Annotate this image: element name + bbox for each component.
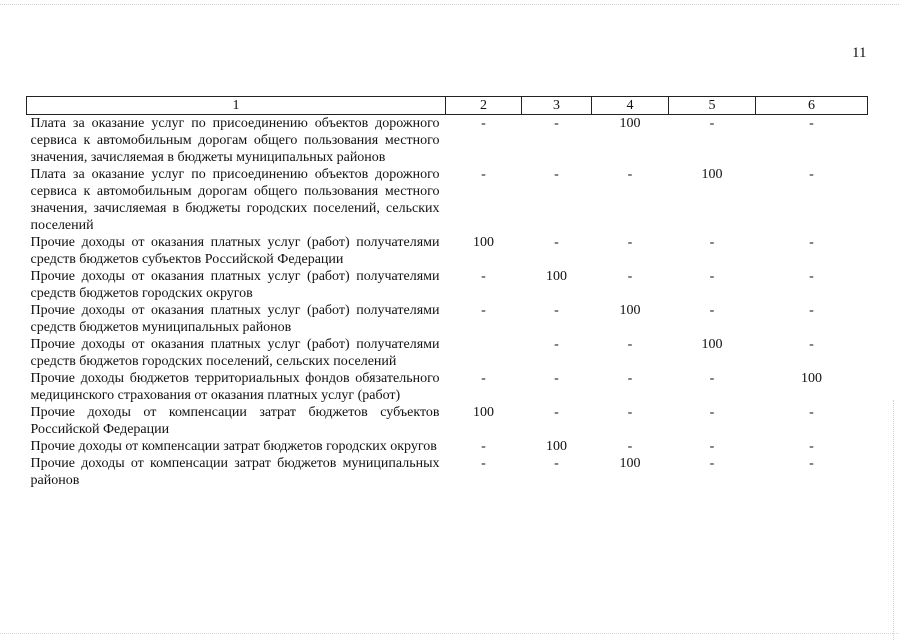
row-description: Прочие доходы бюджетов территориальных фондов обязательного медицинского страхования от оказания платных услуг (работ) [30, 371, 440, 403]
row-value-col-3: - [554, 337, 559, 352]
scan-top-edge [0, 0, 899, 5]
row-value-col-3: - [554, 116, 559, 131]
row-value-col-4: - [627, 439, 633, 454]
row-value-col-2: - [481, 439, 486, 454]
row-value-col-6: - [809, 167, 814, 182]
row-value-col-2: - [481, 167, 486, 182]
row-value-col-5: 100 [701, 167, 723, 182]
table-row [27, 268, 868, 302]
row-value-col-5: - [709, 269, 715, 284]
row-value-col-4: - [627, 167, 633, 182]
row-value-col-3: - [554, 371, 559, 386]
row-value-col-6: - [809, 456, 814, 471]
table-row [27, 302, 868, 336]
table-row [27, 336, 868, 370]
row-description: Плата за оказание услуг по присоединению объектов дорожного сервиса к автомобильным дорогам общего пользования местного значения, зачисляемая в бюджеты городских поселений, сельских поселений [30, 167, 440, 233]
row-value-col-6: - [809, 405, 814, 420]
row-value-col-3: - [554, 167, 559, 182]
row-value-col-5: - [709, 456, 715, 471]
header-cell-5: 5 [669, 97, 756, 115]
table-row [27, 234, 868, 268]
header-cell-4: 4 [592, 97, 669, 115]
row-value-col-6: - [809, 116, 814, 131]
row-value-col-2: 100 [473, 405, 494, 420]
row-value-col-4: - [627, 235, 633, 250]
row-value-col-4: 100 [619, 456, 641, 471]
row-value-col-6: 100 [801, 371, 822, 386]
table-row [27, 455, 868, 489]
row-value-col-2: - [481, 456, 486, 471]
row-value-col-6: - [809, 439, 814, 454]
row-value-col-5: - [709, 371, 715, 386]
row-value-col-2: - [481, 371, 486, 386]
table-header [27, 97, 868, 115]
row-value-col-2 [446, 336, 522, 370]
row-value-col-3: 100 [546, 439, 567, 454]
page-number: 11 [852, 45, 867, 61]
table-row [27, 370, 868, 404]
row-value-col-4: - [627, 405, 633, 420]
row-value-col-6: - [809, 269, 814, 284]
table-row [27, 438, 868, 455]
row-description: Прочие доходы от компенсации затрат бюджетов городских округов [30, 439, 437, 454]
table-row [27, 115, 868, 167]
row-value-col-4: - [627, 269, 633, 284]
row-value-col-5: - [709, 235, 715, 250]
header-cell-2: 2 [446, 97, 522, 115]
header-row [27, 97, 868, 115]
row-value-col-2: - [481, 116, 486, 131]
row-value-col-5: - [709, 405, 715, 420]
row-description: Прочие доходы от компенсации затрат бюджетов субъектов Российской Федерации [30, 405, 440, 437]
row-value-col-2: - [481, 303, 486, 318]
budget-revenue-table [26, 96, 868, 489]
row-value-col-5: - [709, 439, 715, 454]
row-value-col-4: 100 [619, 303, 641, 318]
row-value-col-3: - [554, 405, 559, 420]
row-value-col-5: 100 [701, 337, 723, 352]
row-description: Прочие доходы от оказания платных услуг (работ) получателями средств бюджетов субъектов Российской Федерации [30, 235, 440, 267]
row-value-col-3: - [554, 235, 559, 250]
header-cell-1: 1 [27, 97, 446, 115]
row-description: Прочие доходы от компенсации затрат бюджетов муниципальных районов [30, 456, 440, 488]
row-value-col-4: - [627, 337, 633, 352]
row-value-col-5: - [709, 116, 715, 131]
row-value-col-4: - [627, 371, 633, 386]
row-value-col-3: 100 [546, 269, 567, 284]
scan-bottom-edge [0, 632, 899, 634]
row-value-col-6: - [809, 337, 814, 352]
row-value-col-4: 100 [619, 116, 641, 131]
row-description: Прочие доходы от оказания платных услуг (работ) получателями средств бюджетов городских округов [30, 269, 440, 301]
row-value-col-2: - [481, 269, 486, 284]
header-cell-6: 6 [756, 97, 868, 115]
table-row [27, 166, 868, 234]
row-value-col-6: - [809, 235, 814, 250]
row-value-col-6: - [809, 303, 814, 318]
row-value-col-5: - [709, 303, 715, 318]
table-body [27, 115, 868, 490]
table-row [27, 404, 868, 438]
row-value-col-3: - [554, 456, 559, 471]
row-description: Прочие доходы от оказания платных услуг (работ) получателями средств бюджетов муниципальных районов [30, 303, 440, 335]
row-value-col-2: 100 [473, 235, 494, 250]
row-value-col-3: - [554, 303, 559, 318]
row-description: Прочие доходы от оказания платных услуг (работ) получателями средств бюджетов городских поселений, сельских поселений [30, 337, 440, 369]
row-description: Плата за оказание услуг по присоединению объектов дорожного сервиса к автомобильным дорогам общего пользования местного значения, зачисляемая в бюджеты муниципальных районов [30, 116, 440, 165]
scan-right-edge [893, 400, 895, 640]
header-cell-3: 3 [522, 97, 592, 115]
